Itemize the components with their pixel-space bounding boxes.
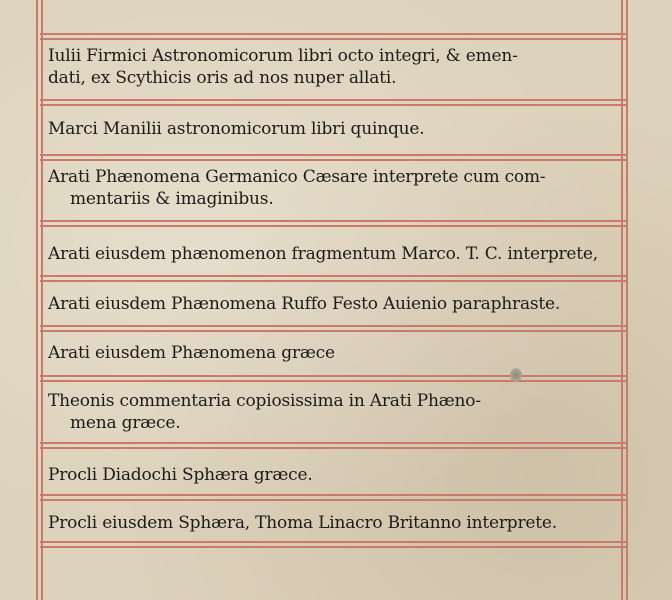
entry-line: Arati eiusdem Phænomena Ruffo Festo Auienio paraphraste. <box>48 294 561 314</box>
entry-line: Arati eiusdem Phænomena græce <box>48 343 335 363</box>
row-rule <box>40 38 626 40</box>
row-rule <box>40 494 626 496</box>
entry-proclus-graece <box>48 464 618 486</box>
row-rule <box>40 275 626 277</box>
row-rule <box>40 442 626 444</box>
entry-line: Marci Manilii astronomicorum libri quinque. <box>48 119 425 139</box>
entry-manilius <box>48 118 618 140</box>
row-rule <box>40 154 626 156</box>
row-rule <box>40 325 626 327</box>
row-rule <box>40 380 626 382</box>
row-rule <box>40 220 626 222</box>
row-rule <box>40 546 626 548</box>
row-rule <box>40 280 626 282</box>
row-rule <box>40 499 626 501</box>
left-frame-rule-inner <box>41 0 43 600</box>
entry-line: Procli Diadochi Sphæra græce. <box>48 465 313 485</box>
row-rule <box>40 104 626 106</box>
entry-theon <box>48 390 618 434</box>
entry-proclus-linacre <box>48 512 618 534</box>
entry-line: dati, ex Scythicis oris ad nos nuper allati. <box>48 68 397 88</box>
entry-aratus-cicero <box>48 243 618 265</box>
entry-aratus-avienus <box>48 293 618 315</box>
row-rule <box>40 159 626 161</box>
paper-stain <box>510 368 522 382</box>
entry-line: mena græce. <box>70 413 181 433</box>
entry-line: Iulii Firmici Astronomicorum libri octo integri, & emen- <box>48 46 518 66</box>
entry-firmicus <box>48 45 618 89</box>
row-rule <box>40 447 626 449</box>
row-rule <box>40 375 626 377</box>
row-rule <box>40 330 626 332</box>
row-rule <box>40 541 626 543</box>
entry-line: mentariis & imaginibus. <box>70 189 274 209</box>
entry-line: Arati eiusdem phænomenon fragmentum Marco. T. C. interprete, <box>48 244 598 264</box>
entry-aratus-germanicus <box>48 166 618 210</box>
right-frame-rule-inner <box>621 0 623 600</box>
entry-aratus-graece <box>48 342 618 364</box>
entry-line: Arati Phænomena Germanico Cæsare interprete cum com- <box>48 167 546 187</box>
left-frame-rule-outer <box>36 0 38 600</box>
entry-line: Procli eiusdem Sphæra, Thoma Linacro Britanno interprete. <box>48 513 557 533</box>
right-frame-rule-outer <box>626 0 628 600</box>
row-rule <box>40 99 626 101</box>
row-rule <box>40 33 626 35</box>
entry-line: Theonis commentaria copiosissima in Arati Phæno- <box>48 391 481 411</box>
row-rule <box>40 225 626 227</box>
